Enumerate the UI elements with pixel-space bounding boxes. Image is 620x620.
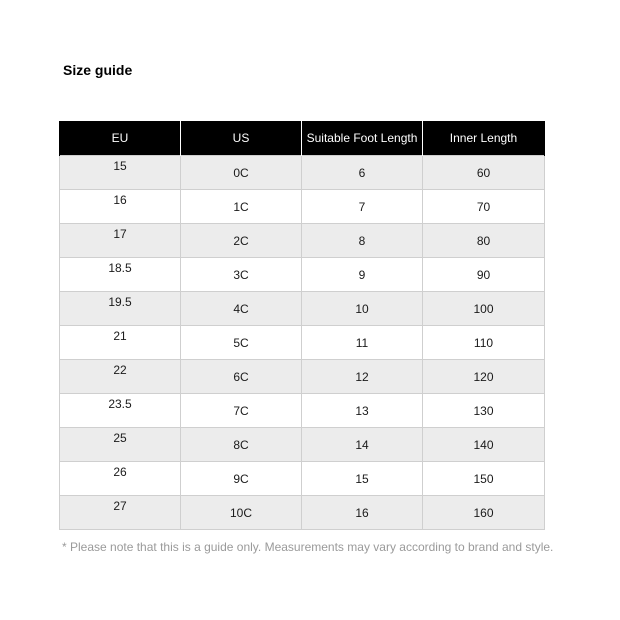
cell-eu: 17 [60, 224, 181, 258]
cell-inner-length: 130 [423, 394, 545, 428]
column-header-us: US [181, 121, 302, 156]
cell-eu: 27 [60, 496, 181, 530]
cell-us: 10C [181, 496, 302, 530]
cell-inner-length: 70 [423, 190, 545, 224]
table-row [60, 292, 545, 326]
table-row [60, 190, 545, 224]
cell-us: 8C [181, 428, 302, 462]
cell-foot-length: 6 [302, 156, 423, 190]
cell-eu: 22 [60, 360, 181, 394]
cell-eu: 25 [60, 428, 181, 462]
column-header-eu: EU [60, 121, 181, 156]
table-row [60, 360, 545, 394]
cell-foot-length: 12 [302, 360, 423, 394]
table-row [60, 326, 545, 360]
table-header-row [60, 121, 545, 156]
cell-foot-length: 16 [302, 496, 423, 530]
cell-us: 7C [181, 394, 302, 428]
cell-inner-length: 120 [423, 360, 545, 394]
cell-eu: 15 [60, 156, 181, 190]
column-header-foot-length: Suitable Foot Length [302, 121, 423, 156]
cell-eu: 16 [60, 190, 181, 224]
cell-eu: 23.5 [60, 394, 181, 428]
page-title: Size guide [63, 62, 133, 78]
size-guide-table [59, 121, 545, 530]
cell-eu: 19.5 [60, 292, 181, 326]
cell-foot-length: 10 [302, 292, 423, 326]
cell-inner-length: 80 [423, 224, 545, 258]
cell-foot-length: 7 [302, 190, 423, 224]
cell-us: 2C [181, 224, 302, 258]
cell-eu: 21 [60, 326, 181, 360]
cell-foot-length: 8 [302, 224, 423, 258]
table-row [60, 394, 545, 428]
table-row [60, 258, 545, 292]
cell-foot-length: 14 [302, 428, 423, 462]
cell-foot-length: 11 [302, 326, 423, 360]
cell-eu: 26 [60, 462, 181, 496]
table-row [60, 496, 545, 530]
cell-inner-length: 160 [423, 496, 545, 530]
cell-foot-length: 9 [302, 258, 423, 292]
cell-us: 0C [181, 156, 302, 190]
cell-us: 9C [181, 462, 302, 496]
table-row [60, 224, 545, 258]
cell-foot-length: 13 [302, 394, 423, 428]
table-row [60, 156, 545, 190]
table-row [60, 428, 545, 462]
cell-us: 4C [181, 292, 302, 326]
cell-us: 3C [181, 258, 302, 292]
cell-us: 5C [181, 326, 302, 360]
disclaimer-note: * Please note that this is a guide only. Measurements may vary according to brand and style. [62, 540, 554, 554]
cell-foot-length: 15 [302, 462, 423, 496]
cell-us: 6C [181, 360, 302, 394]
cell-eu: 18.5 [60, 258, 181, 292]
cell-inner-length: 140 [423, 428, 545, 462]
cell-inner-length: 110 [423, 326, 545, 360]
table-body [60, 156, 545, 530]
cell-inner-length: 100 [423, 292, 545, 326]
cell-inner-length: 90 [423, 258, 545, 292]
table-row [60, 462, 545, 496]
cell-inner-length: 60 [423, 156, 545, 190]
cell-us: 1C [181, 190, 302, 224]
cell-inner-length: 150 [423, 462, 545, 496]
column-header-inner-length: Inner Length [423, 121, 545, 156]
